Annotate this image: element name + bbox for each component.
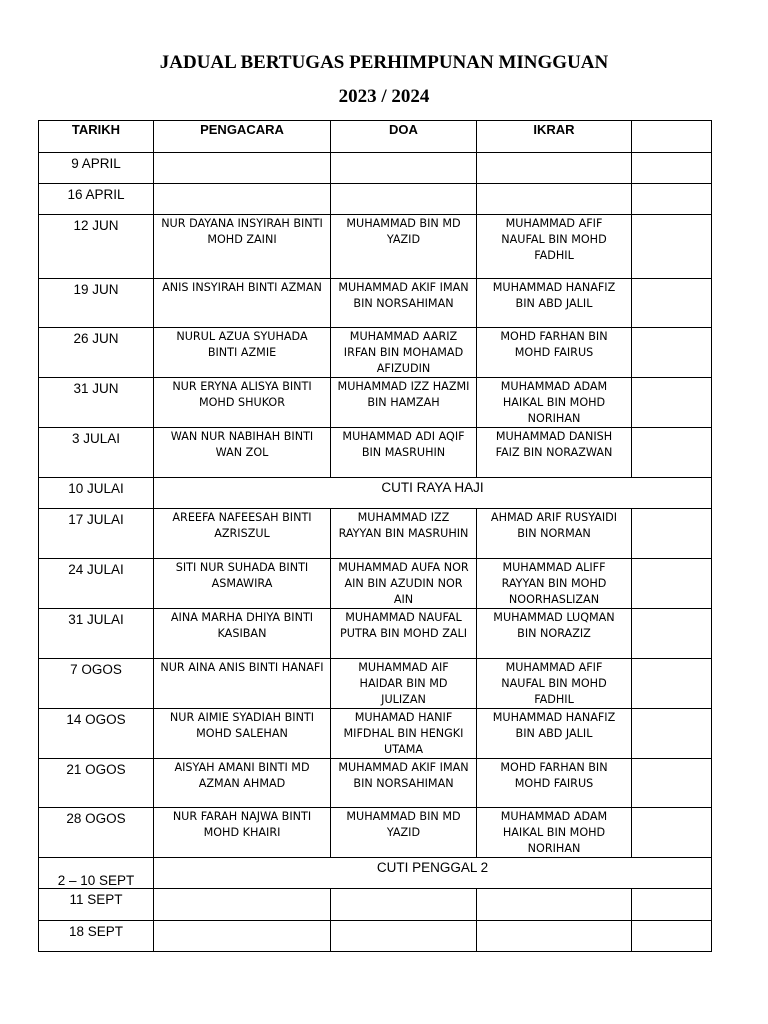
ikrar-cell: MOHD FARHAN BIN MOHD FAIRUS: [477, 759, 632, 808]
date-cell: 16 APRIL: [39, 184, 154, 215]
table-header-row: [39, 121, 712, 153]
blank-cell: [632, 659, 712, 709]
date-cell: 3 JULAI: [39, 428, 154, 478]
table-row: [39, 858, 712, 889]
doa-cell: MUHAMMAD BIN MD YAZID: [331, 215, 477, 279]
table-row: [39, 609, 712, 659]
blank-cell: [632, 428, 712, 478]
pengacara-cell: [154, 153, 331, 184]
table-row: [39, 428, 712, 478]
date-cell: 10 JULAI: [39, 478, 154, 509]
ikrar-cell: [477, 921, 632, 952]
ikrar-cell: [477, 889, 632, 921]
blank-cell: [632, 559, 712, 609]
pengacara-cell: NUR AIMIE SYADIAH BINTI MOHD SALEHAN: [154, 709, 331, 759]
table-row: [39, 889, 712, 921]
ikrar-cell: MOHD FARHAN BIN MOHD FAIRUS: [477, 328, 632, 378]
pengacara-cell: [154, 184, 331, 215]
date-cell: 19 JUN: [39, 279, 154, 328]
pengacara-cell: NUR DAYANA INSYIRAH BINTI MOHD ZAINI: [154, 215, 331, 279]
pengacara-cell: NURUL AZUA SYUHADA BINTI AZMIE: [154, 328, 331, 378]
date-cell: 18 SEPT: [39, 921, 154, 952]
date-cell: 7 OGOS: [39, 659, 154, 709]
table-row: [39, 279, 712, 328]
date-cell: 21 OGOS: [39, 759, 154, 808]
ikrar-cell: MUHAMMAD HANAFIZ BIN ABD JALIL: [477, 709, 632, 759]
blank-cell: [632, 153, 712, 184]
ikrar-cell: AHMAD ARIF RUSYAIDI BIN NORMAN: [477, 509, 632, 559]
date-cell: 24 JULAI: [39, 559, 154, 609]
table-row: [39, 808, 712, 858]
table-row: [39, 659, 712, 709]
table-row: [39, 215, 712, 279]
doa-cell: [331, 889, 477, 921]
pengacara-cell: NUR ERYNA ALISYA BINTI MOHD SHUKOR: [154, 378, 331, 428]
date-cell: 31 JULAI: [39, 609, 154, 659]
blank-cell: [632, 184, 712, 215]
ikrar-cell: MUHAMMAD HANAFIZ BIN ABD JALIL: [477, 279, 632, 328]
ikrar-cell: MUHAMMAD LUQMAN BIN NORAZIZ: [477, 609, 632, 659]
col-header-tarikh: TARIKH: [39, 121, 154, 153]
doa-cell: MUHAMMAD IZZ RAYYAN BIN MASRUHIN: [331, 509, 477, 559]
date-cell: 11 SEPT: [39, 889, 154, 921]
pengacara-cell: ANIS INSYIRAH BINTI AZMAN: [154, 279, 331, 328]
pengacara-cell: [154, 921, 331, 952]
pengacara-cell: [154, 889, 331, 921]
table-row: [39, 478, 712, 509]
ikrar-cell: [477, 153, 632, 184]
doa-cell: MUHAMMAD AIF HAIDAR BIN MD JULIZAN: [331, 659, 477, 709]
blank-cell: [632, 378, 712, 428]
holiday-cell: CUTI PENGGAL 2: [154, 858, 712, 889]
pengacara-cell: WAN NUR NABIHAH BINTI WAN ZOL: [154, 428, 331, 478]
table-row: [39, 378, 712, 428]
pengacara-cell: NUR AINA ANIS BINTI HANAFI: [154, 659, 331, 709]
doa-cell: [331, 153, 477, 184]
doa-cell: MUHAMMAD AARIZ IRFAN BIN MOHAMAD AFIZUDIN: [331, 328, 477, 378]
duty-schedule-table: [38, 120, 712, 952]
date-cell: 26 JUN: [39, 328, 154, 378]
ikrar-cell: MUHAMMAD AFIF NAUFAL BIN MOHD FADHIL: [477, 215, 632, 279]
doa-cell: MUHAMMAD NAUFAL PUTRA BIN MOHD ZALI: [331, 609, 477, 659]
date-cell: 12 JUN: [39, 215, 154, 279]
doa-cell: MUHAMMAD AUFA NOR AIN BIN AZUDIN NOR AIN: [331, 559, 477, 609]
ikrar-cell: MUHAMMAD AFIF NAUFAL BIN MOHD FADHIL: [477, 659, 632, 709]
ikrar-cell: MUHAMMAD ALIFF RAYYAN BIN MOHD NOORHASLIZAN: [477, 559, 632, 609]
date-cell: 9 APRIL: [39, 153, 154, 184]
ikrar-cell: MUHAMMAD ADAM HAIKAL BIN MOHD NORIHAN: [477, 378, 632, 428]
blank-cell: [632, 889, 712, 921]
blank-cell: [632, 808, 712, 858]
blank-cell: [632, 215, 712, 279]
blank-cell: [632, 921, 712, 952]
doa-cell: MUHAMMAD AKIF IMAN BIN NORSAHIMAN: [331, 279, 477, 328]
table-row: [39, 184, 712, 215]
table-row: [39, 559, 712, 609]
col-header-blank: [632, 121, 712, 153]
blank-cell: [632, 709, 712, 759]
date-cell: 17 JULAI: [39, 509, 154, 559]
date-cell: 14 OGOS: [39, 709, 154, 759]
blank-cell: [632, 509, 712, 559]
doa-cell: MUHAMAD HANIF MIFDHAL BIN HENGKI UTAMA: [331, 709, 477, 759]
holiday-cell: CUTI RAYA HAJI: [154, 478, 712, 509]
table-body: [39, 153, 712, 952]
blank-cell: [632, 328, 712, 378]
table-row: [39, 921, 712, 952]
ikrar-cell: [477, 184, 632, 215]
table-row: [39, 759, 712, 808]
col-header-ikrar: IKRAR: [477, 121, 632, 153]
date-cell: 28 OGOS: [39, 808, 154, 858]
doa-cell: MUHAMMAD BIN MD YAZID: [331, 808, 477, 858]
pengacara-cell: NUR FARAH NAJWA BINTI MOHD KHAIRI: [154, 808, 331, 858]
date-cell: 31 JUN: [39, 378, 154, 428]
blank-cell: [632, 609, 712, 659]
blank-cell: [632, 759, 712, 808]
table-row: [39, 328, 712, 378]
academic-year: 2023 / 2024: [338, 86, 430, 107]
table-row: [39, 709, 712, 759]
page-title: JADUAL BERTUGAS PERHIMPUNAN MINGGUAN: [159, 52, 609, 73]
table-row: [39, 509, 712, 559]
date-cell: 2 – 10 SEPT: [39, 858, 154, 889]
doa-cell: [331, 921, 477, 952]
doa-cell: MUHAMMAD AKIF IMAN BIN NORSAHIMAN: [331, 759, 477, 808]
ikrar-cell: MUHAMMAD DANISH FAIZ BIN NORAZWAN: [477, 428, 632, 478]
col-header-pengacara: PENGACARA: [154, 121, 331, 153]
pengacara-cell: SITI NUR SUHADA BINTI ASMAWIRA: [154, 559, 331, 609]
blank-cell: [632, 279, 712, 328]
pengacara-cell: AREEFA NAFEESAH BINTI AZRISZUL: [154, 509, 331, 559]
col-header-doa: DOA: [331, 121, 477, 153]
doa-cell: [331, 184, 477, 215]
doa-cell: MUHAMMAD ADI AQIF BIN MASRUHIN: [331, 428, 477, 478]
doa-cell: MUHAMMAD IZZ HAZMI BIN HAMZAH: [331, 378, 477, 428]
pengacara-cell: AINA MARHA DHIYA BINTI KASIBAN: [154, 609, 331, 659]
ikrar-cell: MUHAMMAD ADAM HAIKAL BIN MOHD NORIHAN: [477, 808, 632, 858]
pengacara-cell: AISYAH AMANI BINTI MD AZMAN AHMAD: [154, 759, 331, 808]
table-row: [39, 153, 712, 184]
